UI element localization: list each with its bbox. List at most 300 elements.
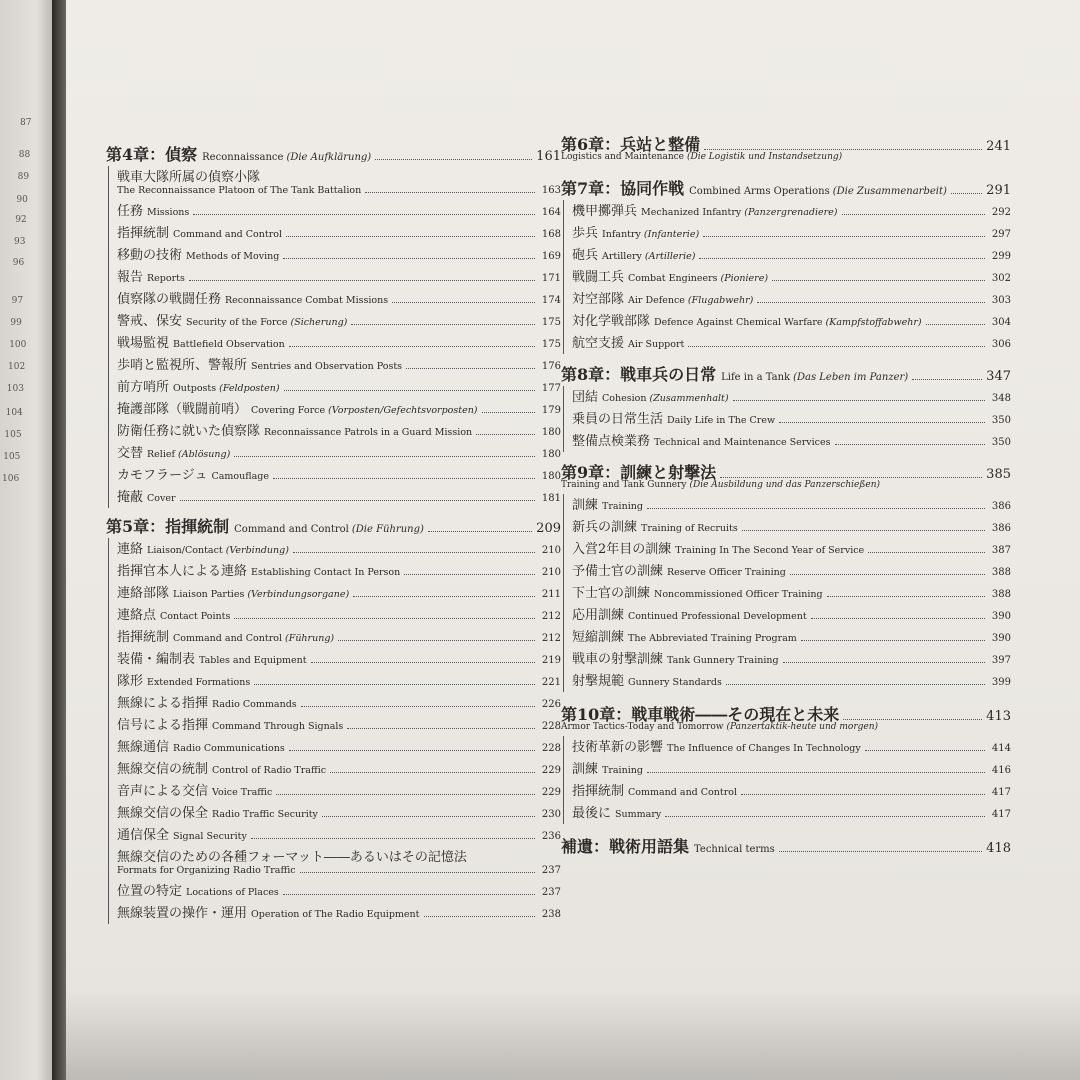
toc-entry[interactable]: [117, 332, 561, 354]
margin-page-number: 99: [10, 318, 22, 328]
entry-title-jp: 掩護部隊（戦闘前哨）: [117, 402, 248, 417]
entry-title-en: Infantry: [602, 229, 641, 240]
entry-title-jp: 技術革新の影響: [572, 740, 664, 755]
dot-leader: [757, 302, 985, 303]
margin-page-number: 102: [8, 362, 26, 372]
dot-leader: [330, 772, 535, 773]
chapter-title-de: (Die Führung): [351, 524, 424, 535]
chapter-subtitle-en: Armor Tactics-Today and Tomorrow: [561, 722, 724, 732]
entry-title-jp: 歩兵: [572, 226, 599, 241]
chapter-title-en: Command and Control: [234, 524, 349, 535]
toc-column-right: [561, 132, 1011, 862]
entry-page-number: 175: [541, 339, 561, 350]
toc-entry[interactable]: [572, 648, 1011, 670]
toc-column-left: [106, 142, 561, 928]
chapter-page-number: 418: [986, 841, 1011, 856]
entry-title-jp: 報告: [117, 270, 144, 285]
entry-page-number: 168: [541, 229, 561, 240]
toc-entry[interactable]: [117, 846, 561, 880]
dot-leader: [779, 851, 982, 852]
dot-leader: [180, 500, 535, 501]
toc-entry[interactable]: [572, 538, 1011, 560]
entry-page-number: 292: [991, 207, 1011, 218]
entry-page-number: 229: [541, 765, 561, 776]
chapter-section: [561, 176, 1011, 354]
entry-title-jp: 応用訓練: [572, 608, 625, 623]
chapter-title-jp: 第4章：偵察: [106, 145, 198, 164]
entry-title-en: Summary: [615, 809, 662, 820]
chapter-page-number: 347: [986, 369, 1011, 384]
entry-page-number: 236: [541, 831, 561, 842]
toc-entry[interactable]: [117, 670, 561, 692]
toc-entry[interactable]: [117, 310, 561, 332]
toc-entry[interactable]: [117, 604, 561, 626]
dot-leader: [375, 159, 532, 160]
entry-title-en: Liaison Parties: [173, 589, 245, 600]
entry-page-number: 181: [541, 493, 561, 504]
entry-page-number: 350: [991, 437, 1011, 448]
toc-entry[interactable]: [117, 398, 561, 420]
toc-entry[interactable]: [572, 266, 1011, 288]
entry-title-en: Training In The Second Year of Service: [675, 545, 865, 556]
entry-title-de: (Pioniere): [720, 273, 769, 284]
entry-title-en: Noncommissioned Officer Training: [654, 589, 823, 600]
entry-title-jp: 戦車の射撃訓練: [572, 652, 664, 667]
entry-title-en: Operation of The Radio Equipment: [251, 909, 420, 920]
entry-title-en: Security of the Force: [186, 317, 288, 328]
entry-title-jp: 無線交信の保全: [117, 806, 209, 821]
chapter-title-en: Combined Arms Operations: [689, 186, 830, 197]
toc-entry[interactable]: [117, 880, 561, 902]
dot-leader: [293, 552, 535, 553]
entry-title-jp: 無線交信の統制: [117, 762, 209, 777]
margin-page-number: 92: [15, 215, 27, 225]
chapter-page-number: 161: [536, 149, 561, 164]
chapter-title-de: (Die Zusammenarbeit): [832, 186, 947, 197]
margin-page-number: 100: [9, 340, 27, 350]
previous-page-edge: [0, 0, 52, 1080]
toc-entry[interactable]: [117, 714, 561, 736]
dot-leader: [392, 302, 535, 303]
entry-title-en: Training: [602, 501, 643, 512]
entry-page-number: 238: [541, 909, 561, 920]
toc-entry[interactable]: [572, 604, 1011, 626]
entry-title-jp: 音声による交信: [117, 784, 209, 799]
chapter-heading[interactable]: [561, 176, 1011, 200]
entry-title-de: (Vorposten/Gefechtsvorposten): [328, 405, 478, 416]
dot-leader: [284, 390, 535, 391]
dot-leader: [726, 684, 985, 685]
chapter-title-jp: 第8章：戦車兵の日常: [561, 365, 717, 384]
entry-title-en: Control of Radio Traffic: [212, 765, 327, 776]
chapter-title-en: Reconnaissance: [202, 152, 284, 163]
toc-entry[interactable]: [572, 780, 1011, 802]
entry-page-number: 237: [541, 865, 561, 876]
entry-page-number: 221: [541, 677, 561, 688]
entry-title-en: Camouflage: [211, 471, 269, 482]
entry-title-jp: 交替: [117, 446, 144, 461]
entry-title-en: Air Defence: [628, 295, 685, 306]
entry-title-en: Outposts: [173, 383, 217, 394]
entry-title-jp: 警戒、保安: [117, 314, 183, 329]
dot-leader: [779, 422, 985, 423]
entry-title-jp: 通信保全: [117, 828, 170, 843]
entry-title-en: Radio Communications: [173, 743, 285, 754]
entry-page-number: 171: [541, 273, 561, 284]
entry-page-number: 386: [991, 501, 1011, 512]
entry-title-en: Sentries and Observation Posts: [251, 361, 403, 372]
entry-page-number: 304: [991, 317, 1011, 328]
entry-title-jp: 戦車大隊所属の偵察小隊: [117, 170, 261, 185]
entry-page-number: 306: [991, 339, 1011, 350]
entry-title-en: Reserve Officer Training: [667, 567, 786, 578]
chapter-subtitle-de: (Die Ausbildung und das Panzerschießen): [689, 480, 881, 490]
entry-title-de: (Verbindung): [225, 545, 289, 556]
entry-title-en: The Influence of Changes In Technology: [667, 743, 861, 754]
entry-title-jp: 防衛任務に就いた偵察隊: [117, 424, 261, 439]
toc-entry[interactable]: [572, 386, 1011, 408]
entry-title-de: (Verbindungsorgane): [247, 589, 350, 600]
chapter-subtitle-de: (Panzertaktik-heute und morgen): [726, 722, 879, 732]
margin-page-number: 105: [3, 452, 21, 462]
dot-leader: [322, 816, 535, 817]
entry-title-en: Relief: [147, 449, 176, 460]
entry-title-jp: 指揮統制: [117, 226, 170, 241]
chapter-page-number: 413: [986, 709, 1011, 724]
entry-title-en: Air Support: [628, 339, 685, 350]
margin-page-number: 106: [2, 474, 20, 484]
toc-entry[interactable]: [117, 538, 561, 560]
entry-page-number: 230: [541, 809, 561, 820]
entry-title-en: Formats for Organizing Radio Traffic: [117, 865, 296, 876]
dot-leader: [811, 618, 985, 619]
entry-page-number: 177: [541, 383, 561, 394]
entry-title-jp: 位置の特定: [117, 884, 183, 899]
dot-leader: [742, 530, 985, 531]
chapter-subtitle: [561, 722, 1011, 732]
entry-title-en: Continued Professional Development: [628, 611, 807, 622]
entry-title-en: Reports: [147, 273, 185, 284]
entry-page-number: 212: [541, 611, 561, 622]
toc-entry[interactable]: [572, 582, 1011, 604]
toc-entry[interactable]: [572, 560, 1011, 582]
dot-leader: [351, 324, 535, 325]
toc-entry[interactable]: [117, 824, 561, 846]
chapter-title-jp: 第5章：指揮統制: [106, 517, 230, 536]
toc-entry[interactable]: [117, 486, 561, 508]
margin-page-number: 87: [20, 118, 32, 128]
toc-entry[interactable]: [117, 222, 561, 244]
entry-title-en: The Reconnaissance Platoon of The Tank Battalion: [117, 185, 362, 196]
toc-entry[interactable]: [572, 200, 1011, 222]
entry-title-en: Covering Force: [251, 405, 326, 416]
dot-leader: [283, 258, 535, 259]
dot-leader: [699, 258, 985, 259]
entry-title-jp: 連絡点: [117, 608, 157, 623]
chapter-title-jp: 第9章：訓練と射撃法: [561, 463, 717, 482]
entry-page-number: 176: [541, 361, 561, 372]
toc-entry[interactable]: [117, 266, 561, 288]
dot-leader: [801, 640, 985, 641]
entry-title-en: Daily Life in The Crew: [667, 415, 776, 426]
entry-title-en: Battlefield Observation: [173, 339, 285, 350]
entry-page-number: 386: [991, 523, 1011, 534]
entry-title-jp: 乗員の日常生活: [572, 412, 664, 427]
chapter-heading[interactable]: [561, 362, 1011, 386]
dot-leader: [647, 772, 985, 773]
entry-page-number: 219: [541, 655, 561, 666]
toc-entry[interactable]: [117, 200, 561, 222]
entry-page-number: 397: [991, 655, 1011, 666]
entry-title-jp: 短縮訓練: [572, 630, 625, 645]
entry-title-en: The Abbreviated Training Program: [628, 633, 797, 644]
entry-title-jp: 指揮官本人による連絡: [117, 564, 248, 579]
toc-entry[interactable]: [572, 288, 1011, 310]
entry-page-number: 390: [991, 633, 1011, 644]
dot-leader: [406, 368, 535, 369]
entry-title-en: Establishing Contact In Person: [251, 567, 401, 578]
toc-entry[interactable]: [572, 802, 1011, 824]
toc-entry[interactable]: [572, 758, 1011, 780]
entry-title-jp: 偵察隊の戦闘任務: [117, 292, 222, 307]
entry-title-jp: 無線通信: [117, 740, 170, 755]
chapter-title-en: Life in a Tank: [721, 372, 791, 383]
entry-page-number: 210: [541, 545, 561, 556]
entry-page-number: 180: [541, 471, 561, 482]
entry-title-de: (Infanterie): [643, 229, 700, 240]
entry-title-jp: 指揮統制: [572, 784, 625, 799]
entry-title-jp: 指揮統制: [117, 630, 170, 645]
entry-title-jp: 下士官の訓練: [572, 586, 651, 601]
toc-entry[interactable]: [117, 442, 561, 464]
toc-entry[interactable]: [572, 332, 1011, 354]
chapter-section: [561, 834, 1011, 858]
toc-entry[interactable]: [117, 780, 561, 802]
dot-leader: [428, 531, 532, 532]
toc-entry[interactable]: [117, 376, 561, 398]
toc-entry[interactable]: [117, 692, 561, 714]
entry-page-number: 302: [991, 273, 1011, 284]
entry-title-en: Liaison/Contact: [147, 545, 223, 556]
toc-entry[interactable]: [117, 288, 561, 310]
chapter-title-jp: 第10章：戦車戦術――その現在と未来: [561, 705, 840, 724]
entry-title-jp: 対化学戦部隊: [572, 314, 651, 329]
margin-page-number: 103: [6, 384, 24, 394]
entry-list: [108, 166, 561, 508]
dot-leader: [424, 916, 536, 917]
toc-entry[interactable]: [572, 244, 1011, 266]
book-gutter: [52, 0, 66, 1080]
entry-title-jp: 入営2年目の訓練: [572, 542, 672, 557]
dot-leader: [254, 684, 535, 685]
entry-title-en: Defence Against Chemical Warfare: [654, 317, 823, 328]
entry-title-jp: 射撃規範: [572, 674, 625, 689]
dot-leader: [404, 574, 535, 575]
entry-title-jp: 機甲擲弾兵: [572, 204, 638, 219]
entry-title-de: (Kampfstoffabwehr): [825, 317, 922, 328]
entry-second-line: [117, 865, 561, 877]
dot-leader: [951, 193, 982, 194]
toc-entry[interactable]: [572, 670, 1011, 692]
margin-page-number: 104: [5, 408, 23, 418]
dot-leader: [720, 477, 982, 478]
entry-title-jp: 砲兵: [572, 248, 599, 263]
dot-leader: [703, 236, 985, 237]
entry-title-en: Cohesion: [602, 393, 647, 404]
dot-leader: [783, 662, 985, 663]
dot-leader: [827, 596, 985, 597]
entry-page-number: 179: [541, 405, 561, 416]
entry-page-number: 180: [541, 427, 561, 438]
margin-page-number: 97: [11, 296, 24, 306]
toc-entry[interactable]: [572, 430, 1011, 452]
entry-list: [563, 386, 1011, 452]
entry-title-jp: カモフラージュ: [117, 468, 208, 483]
dot-leader: [476, 434, 535, 435]
toc-entry[interactable]: [117, 354, 561, 376]
chapter-section: [561, 702, 1011, 824]
entry-page-number: 169: [541, 251, 561, 262]
entry-title-jp: 信号による指揮: [117, 718, 209, 733]
entry-title-jp: 最後に: [572, 806, 612, 821]
chapter-page-number: 291: [986, 183, 1011, 198]
toc-entry[interactable]: [117, 244, 561, 266]
dot-leader: [311, 662, 535, 663]
chapter-subtitle-en: Training and Tank Gunnery: [561, 480, 687, 490]
chapter-page-number: 209: [536, 521, 561, 536]
toc-page: [66, 0, 1080, 1080]
chapter-title-jp: 補遺：戦術用語集: [561, 837, 690, 856]
entry-page-number: 299: [991, 251, 1011, 262]
entry-title-jp: 歩哨と監視所、警報所: [117, 358, 248, 373]
entry-page-number: 226: [541, 699, 561, 710]
toc-entry[interactable]: [117, 648, 561, 670]
toc-entry[interactable]: [117, 902, 561, 924]
dot-leader: [842, 214, 985, 215]
entry-title-jp: 連絡: [117, 542, 144, 557]
dot-leader: [300, 872, 535, 873]
entry-title-de: (Ablösung): [178, 449, 231, 460]
chapter-subtitle: [561, 152, 1011, 162]
entry-title-jp: 無線交信のための各種フォーマット――あるいはその記憶法: [117, 850, 467, 865]
chapter-subtitle-en: Logistics and Maintenance: [561, 152, 684, 162]
entry-title-jp: 航空支援: [572, 336, 625, 351]
toc-entry[interactable]: [117, 736, 561, 758]
entry-title-jp: 団結: [572, 390, 599, 405]
entry-title-en: Contact Points: [160, 611, 231, 622]
dot-leader: [365, 192, 535, 193]
toc-entry[interactable]: [572, 222, 1011, 244]
entry-title-jp: 無線による指揮: [117, 696, 209, 711]
entry-title-jp: 連絡部隊: [117, 586, 170, 601]
chapter-heading[interactable]: [106, 142, 561, 166]
toc-entry[interactable]: [117, 420, 561, 442]
entry-page-number: 210: [541, 567, 561, 578]
entry-title-en: Gunnery Standards: [628, 677, 722, 688]
toc-entry[interactable]: [572, 408, 1011, 430]
dot-leader: [665, 816, 985, 817]
toc-entry[interactable]: [117, 166, 561, 200]
entry-title-jp: 前方哨所: [117, 380, 170, 395]
entry-title-en: Missions: [147, 207, 190, 218]
chapter-page-number: 241: [986, 139, 1011, 154]
dot-leader: [741, 794, 985, 795]
toc-entry[interactable]: [117, 464, 561, 486]
chapter-section: [106, 514, 561, 924]
toc-entry[interactable]: [572, 310, 1011, 332]
entry-page-number: 211: [541, 589, 561, 600]
toc-entry[interactable]: [117, 582, 561, 604]
entry-title-jp: 装備・編制表: [117, 652, 196, 667]
entry-title-en: Tables and Equipment: [199, 655, 307, 666]
dot-leader: [301, 706, 535, 707]
chapter-heading[interactable]: [561, 834, 1011, 858]
entry-list: [563, 494, 1011, 692]
entry-title-en: Extended Formations: [147, 677, 251, 688]
entry-title-en: Combat Engineers: [628, 273, 718, 284]
chapter-title-en: Technical terms: [694, 844, 775, 855]
dot-leader: [289, 750, 535, 751]
dot-leader: [482, 412, 535, 413]
toc-entry[interactable]: [117, 560, 561, 582]
chapter-section: [561, 132, 1011, 162]
dot-leader: [276, 794, 535, 795]
toc-entry[interactable]: [117, 758, 561, 780]
dot-leader: [189, 280, 535, 281]
entry-page-number: 297: [991, 229, 1011, 240]
entry-title-jp: 予備士官の訓練: [572, 564, 664, 579]
toc-entry[interactable]: [572, 494, 1011, 516]
toc-entry[interactable]: [117, 802, 561, 824]
dot-leader: [790, 574, 985, 575]
toc-entry[interactable]: [572, 736, 1011, 758]
dot-leader: [912, 379, 982, 380]
dot-leader: [193, 214, 535, 215]
chapter-subtitle: [561, 480, 1011, 490]
entry-list: [563, 200, 1011, 354]
dot-leader: [347, 728, 535, 729]
entry-page-number: 237: [541, 887, 561, 898]
entry-title-de: (Feldposten): [219, 383, 280, 394]
chapter-heading[interactable]: [106, 514, 561, 538]
entry-title-jp: 新兵の訓練: [572, 520, 638, 535]
dot-leader: [688, 346, 985, 347]
toc-entry[interactable]: [572, 516, 1011, 538]
entry-list: [108, 538, 561, 924]
dot-leader: [835, 444, 985, 445]
entry-title-jp: 訓練: [572, 762, 599, 777]
entry-title-en: Voice Traffic: [212, 787, 273, 798]
entry-title-en: Cover: [147, 493, 176, 504]
entry-page-number: 416: [991, 765, 1011, 776]
margin-page-number: 93: [14, 237, 26, 247]
chapter-section: [561, 460, 1011, 692]
entry-title-de: (Artillerie): [644, 251, 696, 262]
entry-title-en: Tank Gunnery Training: [667, 655, 779, 666]
entry-title-en: Methods of Moving: [186, 251, 280, 262]
entry-title-jp: 整備点検業務: [572, 434, 651, 449]
entry-title-en: Technical and Maintenance Services: [654, 437, 831, 448]
entry-page-number: 164: [541, 207, 561, 218]
toc-entry[interactable]: [572, 626, 1011, 648]
entry-title-jp: 任務: [117, 204, 144, 219]
entry-page-number: 414: [991, 743, 1011, 754]
dot-leader: [772, 280, 985, 281]
entry-title-en: Training of Recruits: [641, 523, 738, 534]
entry-second-line: [117, 185, 561, 197]
toc-entry[interactable]: [117, 626, 561, 648]
dot-leader: [251, 838, 535, 839]
